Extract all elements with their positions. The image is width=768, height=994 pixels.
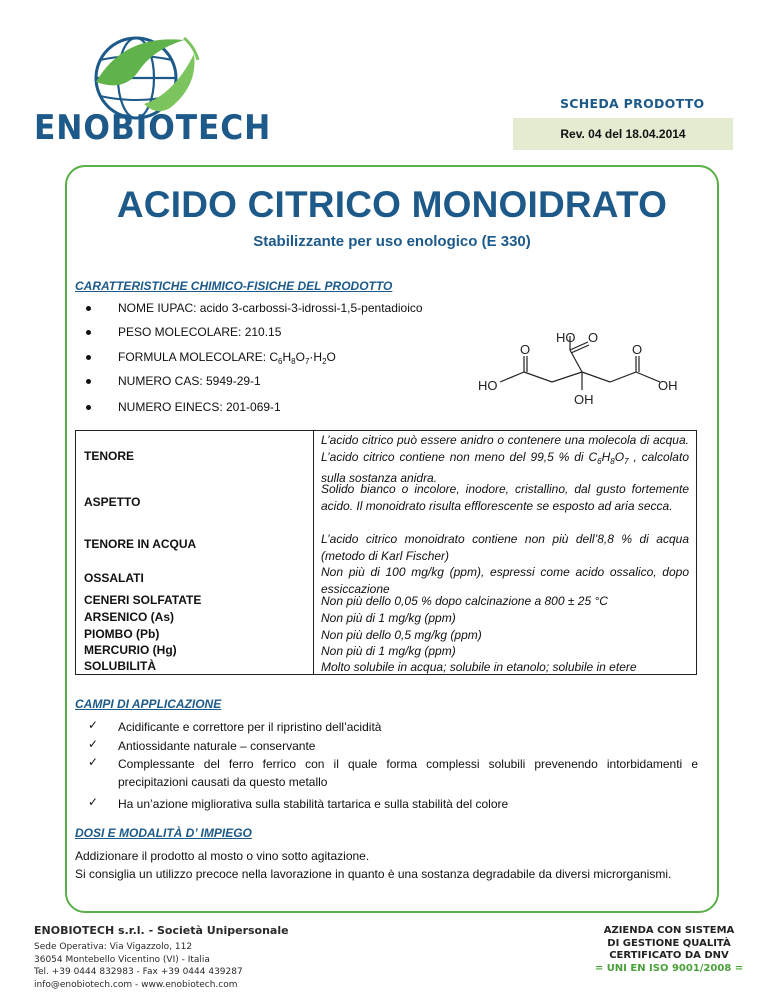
spec-label: ASPETTO	[84, 495, 141, 509]
spec-value: Molto solubile in acqua; solubile in etanolo; solubile in etere	[321, 660, 637, 674]
cert-line: AZIENDA CON SISTEMA	[603, 925, 735, 936]
dosage-paragraph-2: Si consiglia un utilizzo precoce nella lavorazione in quanto è una sostanza degradabile da diversi microrganismi.	[75, 867, 672, 881]
spec-value: Non più dello 0,5 mg/kg (ppm)	[321, 628, 482, 642]
spec-value: Non più di 1 mg/kg (ppm)	[321, 644, 456, 658]
spec-label: TENORE	[84, 449, 135, 463]
bullet-icon	[86, 306, 91, 311]
dosage-paragraph-1: Addizionare il prodotto al mosto o vino sotto agitazione.	[75, 849, 370, 863]
bullet-icon	[86, 355, 91, 360]
molecule-label: HO	[556, 330, 576, 345]
checkmark-icon: ✓	[88, 755, 99, 769]
company-name: ENOBIOTECH s.r.l. - Società Unipersonale	[34, 924, 289, 937]
spec-label: SOLUBILITÀ	[84, 659, 156, 673]
spec-value: Non più di 1 mg/kg (ppm)	[321, 611, 456, 625]
spec-value: Solido bianco o incolore, inodore, cristallino, dal gusto fortemente acido. Il monoidrato risulta efflorescente se esposto ad aria secca.	[321, 482, 689, 513]
spec-value: L’acido citrico può essere anidro o contenere una molecola di acqua. L’acido citrico contiene non meno del 99,5 % di $C_6H_8O_7$ , calcolato sulla sostanza anidra.	[321, 433, 689, 485]
spec-label: MERCURIO (Hg)	[84, 643, 177, 657]
bullet-icon	[86, 379, 91, 384]
cert-standard: = UNI EN ISO 9001/2008 =	[594, 962, 744, 974]
product-title: ACIDO CITRICO MONOIDRATO	[116, 184, 668, 225]
product-subtitle: Stabilizzante per uso enologico (E 330)	[253, 233, 531, 250]
document-type: SCHEDA PRODOTTO	[560, 96, 705, 111]
bullet-icon	[86, 405, 91, 410]
checkmark-icon: ✓	[88, 795, 99, 809]
bullet-icon	[86, 330, 91, 335]
checkmark-icon: ✓	[88, 718, 99, 732]
cert-line: DI GESTIONE QUALITÀ	[607, 937, 731, 949]
table-divider	[313, 431, 314, 674]
molecule-label: O	[588, 330, 599, 345]
address-line: 36054 Montebello Vicentino (VI) - Italia	[34, 954, 210, 965]
spec-label: PIOMBO (Pb)	[84, 627, 160, 641]
properties-heading: CARATTERISTICHE CHIMICO-FISICHE DEL PRODOTTO	[75, 279, 393, 293]
spec-value: Non più dello 0,05 % dopo calcinazione a 800 ± 25 °C	[321, 594, 608, 608]
certification-block	[589, 925, 749, 975]
contact-line: Tel. +39 0444 832983 - Fax +39 0444 439287	[34, 967, 243, 977]
revision-box: Rev. 04 del 18.04.2014	[513, 118, 733, 150]
molecule-label: HO	[478, 378, 498, 393]
molecule-label: O	[520, 342, 531, 357]
applications-heading: CAMPI DI APPLICAZIONE	[75, 697, 222, 711]
address-line: Sede Operativa: Via Vigazzolo, 112	[34, 942, 193, 952]
brand-wordmark: ENOBIOTECH	[34, 108, 272, 148]
company-info	[34, 924, 289, 991]
molecule-label: OH	[658, 378, 678, 393]
citric-acid-structure	[460, 328, 700, 408]
spec-label: TENORE IN ACQUA	[84, 537, 197, 551]
spec-label: ARSENICO (As)	[84, 610, 175, 624]
cert-line: CERTIFICATO DA DNV	[609, 950, 729, 961]
molecule-label: OH	[574, 392, 594, 407]
contact-line: info@enobiotech.com - www.enobiotech.com	[34, 979, 238, 990]
specifications-table	[75, 430, 697, 675]
checkmark-icon: ✓	[88, 737, 99, 751]
dosage-heading: DOSI E MODALITÀ D’ IMPIEGO	[75, 826, 252, 840]
molecule-label: O	[632, 342, 643, 357]
spec-value: L’acido citrico monoidrato contiene non più dell’8,8 % di acqua (metodo di Karl Fischer)	[321, 532, 689, 563]
spec-value: Non più di 100 mg/kg (ppm), espressi come acido ossalico, dopo essiccazione	[321, 565, 689, 596]
spec-label: CENERI SOLFATATE	[84, 593, 202, 607]
spec-label: OSSALATI	[84, 571, 144, 585]
